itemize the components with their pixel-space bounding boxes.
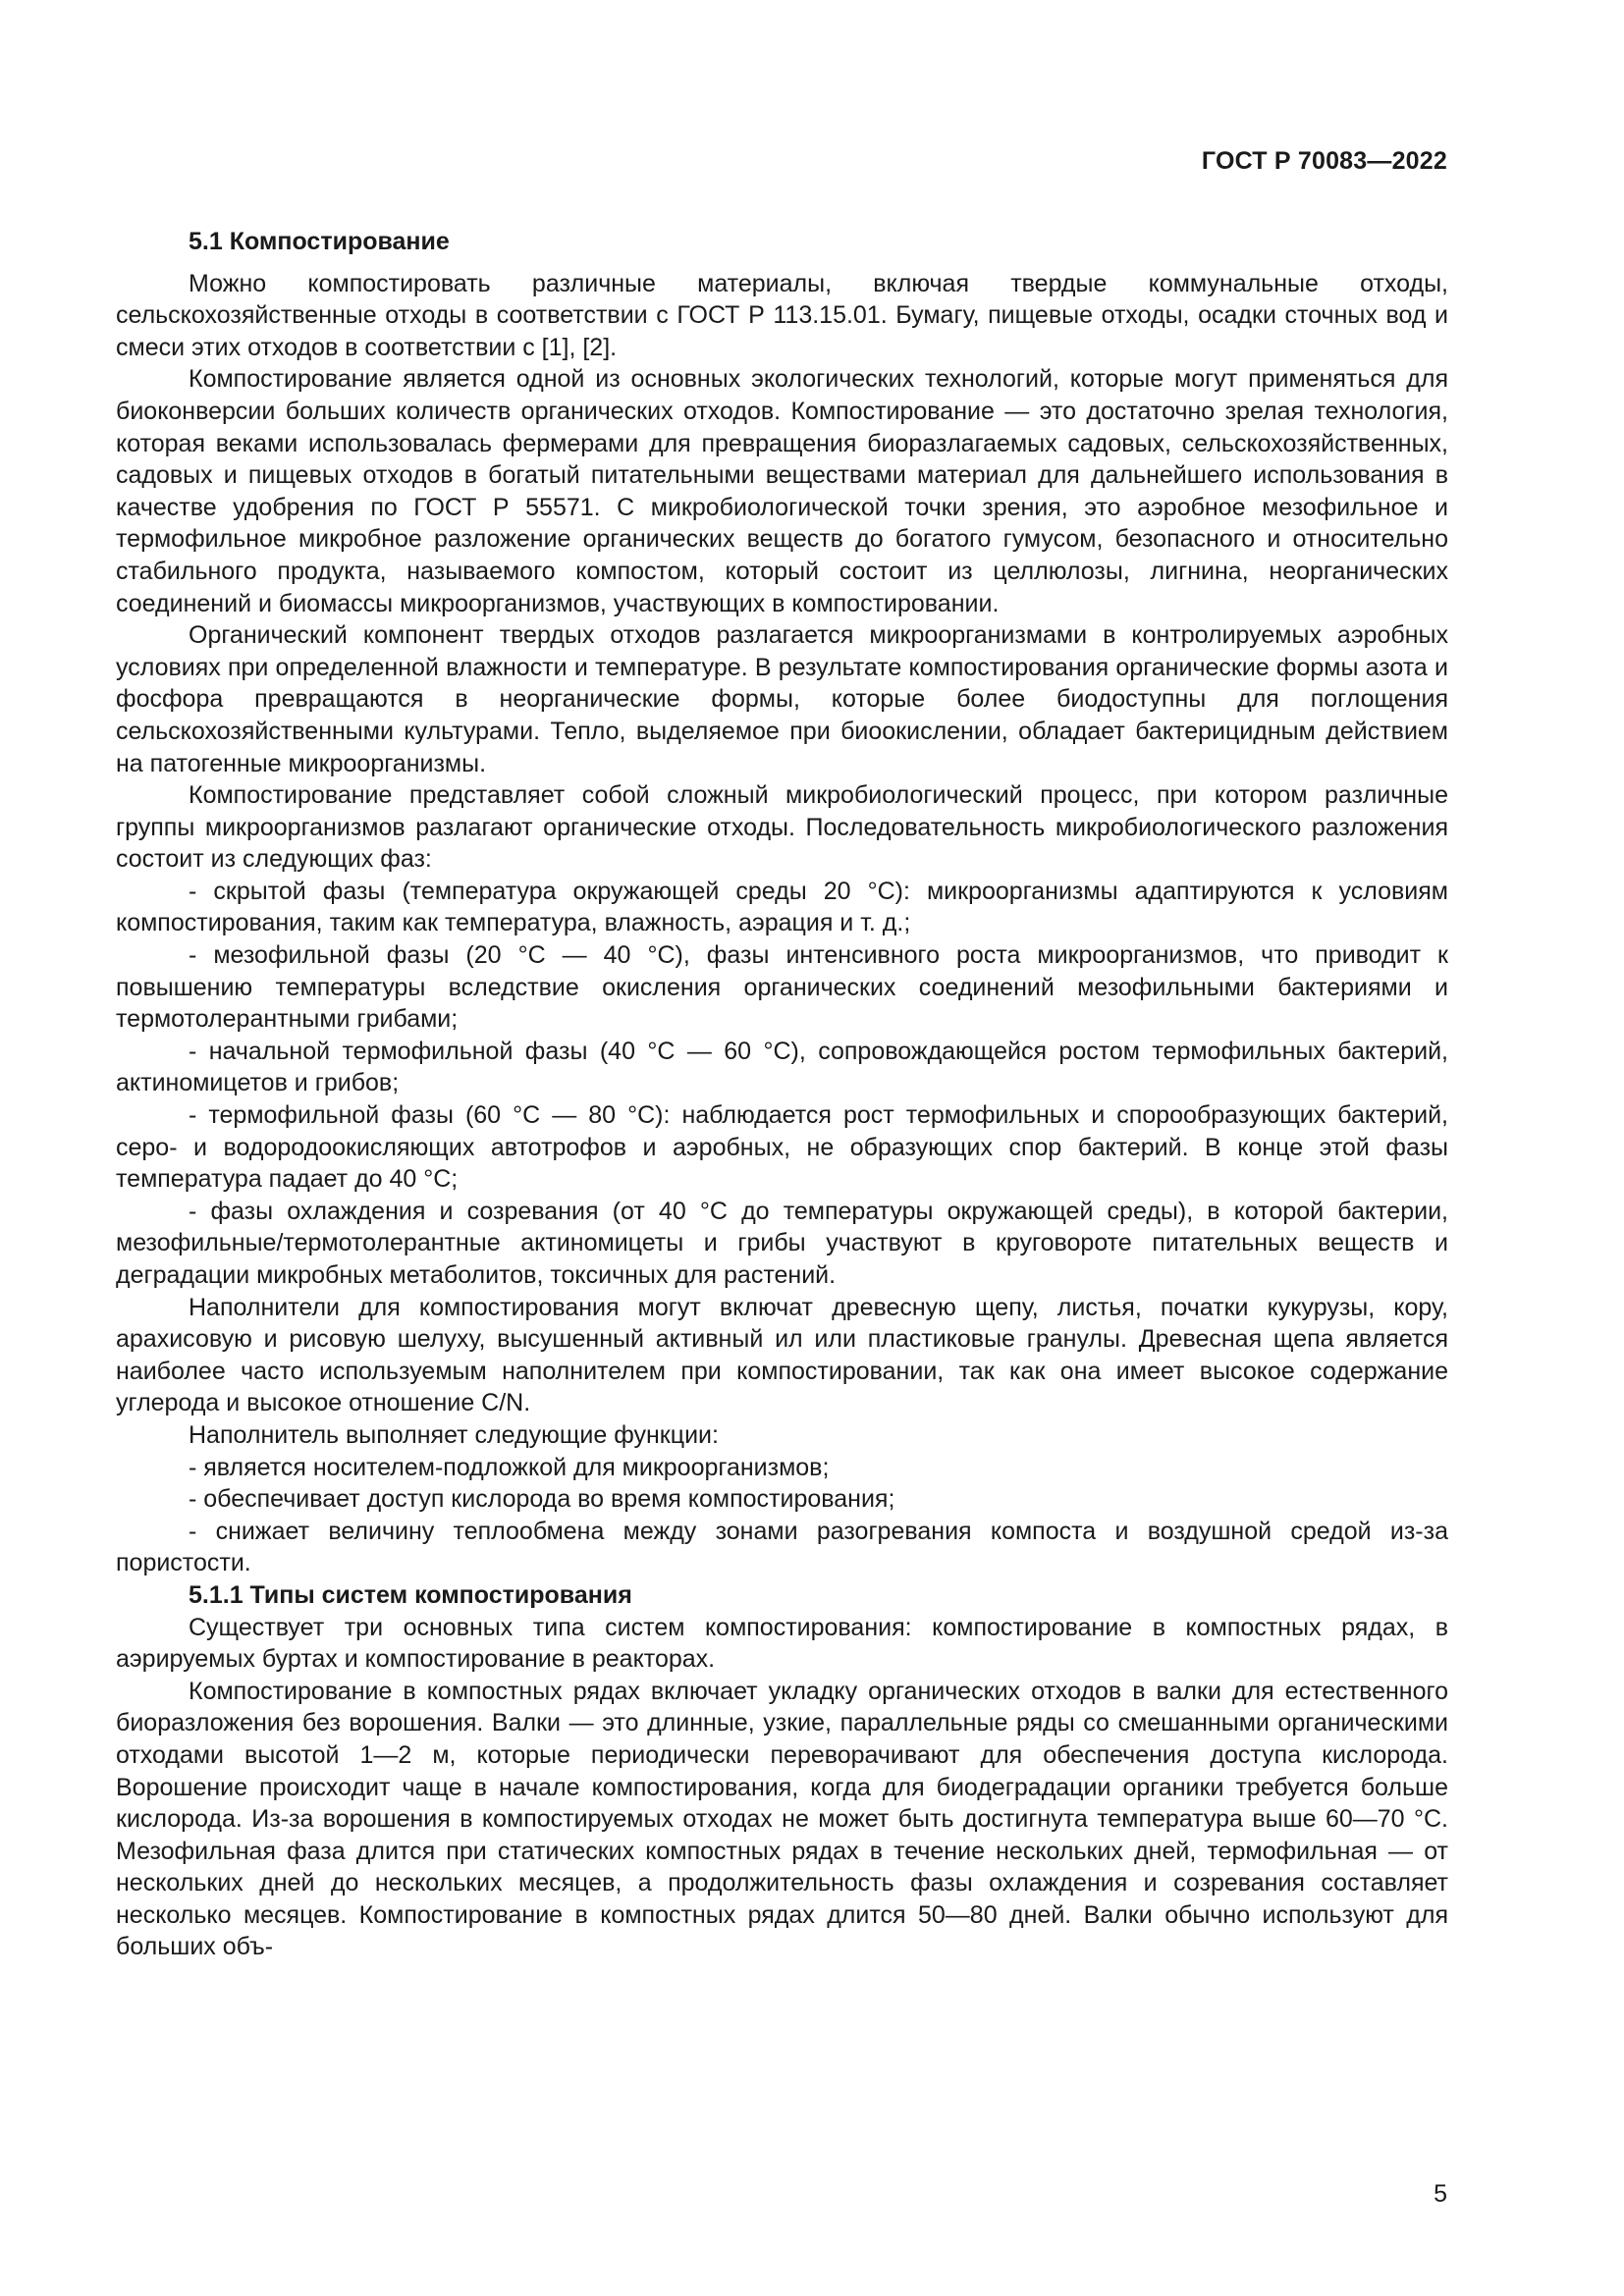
list-item: - обеспечивает доступ кислорода во время компостирования; [189, 1485, 895, 1514]
list-item: - скрытой фазы (температура окружающей среды 20 °С): микроорганизмы адаптируются к условиям компостирования, таким как температура, влажность, аэрация и т. д.; [116, 877, 1448, 937]
paragraph: Компостирование является одной из основных экологических технологий, которые могут применяться для биоконверсии больших количеств органических отходов. Компостирование — это достаточно зрелая технология, которая веками использовалась фермерами для превращения биоразлагаемых садовых, сельскохозяйственных, садовых и пищевых отходов в богатый питательными веществами материал для дальнейшего использования в качестве удобрения по ГОСТ Р 55571. С микробиологической точки зрения, это аэробное мезофильное и термофильное микробное разложение органических веществ до богатого гумусом, безопасного и относительно стабильного продукта, называемого компостом, который состоит из целлюлозы, лигнина, неорганических соединений и биомассы микроорганизмов, участвующих в компостировании. [116, 365, 1448, 617]
list-item: - фазы охлаждения и созревания (от 40 °С до температуры окружающей среды), в которой бактерии, мезофильные/термотолерантные актиномицеты и грибы участвуют в круговороте питательных веществ и деградации микробных метаболитов, токсичных для растений. [116, 1197, 1448, 1289]
list-item: - снижает величину теплообмена между зонами разогревания компоста и воздушной средой из-за пористости. [116, 1517, 1448, 1577]
paragraph: Наполнитель выполняет следующие функции: [189, 1420, 719, 1449]
document-id-header: ГОСТ Р 70083—2022 [1201, 147, 1447, 175]
list-item: - начальной термофильной фазы (40 °С — 60 °С), сопровождающейся ростом термофильных бактерий, актиномицетов и грибов; [116, 1037, 1448, 1097]
paragraph: Наполнители для компостирования могут включат древесную щепу, листья, початки кукурузы, кору, арахисовую и рисовую шелуху, высушенный активный ил или пластиковые гранулы. Древесная щепа является наиболее часто используемым наполнителем при компостировании, так как она имеет высокое содержание углерода и высокое отношение C/N. [116, 1293, 1448, 1417]
list-item: - термофильной фазы (60 °С — 80 °С): наблюдается рост термофильных и спорообразующих бактерий, серо- и водородоокисляющих автотрофов и аэробных, не образующих спор бактерий. В конце этой фазы температура падает до 40 °С; [116, 1101, 1448, 1194]
paragraph: Компостирование в компостных рядах включает укладку органических отходов в валки для естественного биоразложения без ворошения. Валки — это длинные, узкие, параллельные ряды со смешанными органическими отходами высотой 1—2 м, которые периодически переворачивают для обеспечения доступа кислорода. Ворошение происходит чаще в начале компостирования, когда для биодеградации органики требуется больше кислорода. Из-за ворошения в компостируемых отходах не может быть достигнута температура выше 60—70 °С. Мезофильная фаза длится при статических компостных рядах в течение нескольких дней, термофильная — от нескольких дней до нескольких месяцев, а продолжительность фазы охлаждения и созревания составляет несколько месяцев. Компостирование в компостных рядах длится 50—80 дней. Валки обычно используют для больших объ- [116, 1677, 1448, 1961]
page-number: 5 [1434, 2180, 1447, 2208]
page-content [116, 226, 1448, 1963]
list-item: - является носителем-подложкой для микроорганизмов; [189, 1453, 830, 1481]
paragraph: Можно компостировать различные материалы, включая твердые коммунальные отходы, сельскохозяйственные отходы в соответствии с ГОСТ Р 113.15.01. Бумагу, пищевые отходы, осадки сточных вод и смеси этих отходов в соответствии с [1], [2]. [116, 269, 1448, 361]
paragraph: Органический компонент твердых отходов разлагается микроорганизмами в контролируемых аэробных условиях при определенной влажности и температуре. В результате компостирования органические формы азота и фосфора превращаются в неорганические формы, которые более биодоступны для поглощения сельскохозяйственными культурами. Тепло, выделяемое при биоокислении, обладает бактерицидным действием на патогенные микроорганизмы. [116, 621, 1448, 777]
subsection-heading: 5.1.1 Типы систем компостирования [189, 1580, 632, 1609]
paragraph: Компостирование представляет собой сложный микробиологический процесс, при котором различные группы микроорганизмов разлагают органические отходы. Последовательность микробиологического разложения состоит из следующих фаз: [116, 781, 1448, 874]
paragraph: Существует три основных типа систем компостирования: компостирование в компостных рядах, в аэрируемых буртах и компостирование в реакторах. [116, 1613, 1448, 1674]
list-item: - мезофильной фазы (20 °С — 40 °С), фазы интенсивного роста микроорганизмов, что приводит к повышению температуры вследствие окисления органических соединений мезофильными бактериями и термотолерантными грибами; [116, 941, 1448, 1034]
section-heading: 5.1 Компостирование [189, 228, 450, 255]
